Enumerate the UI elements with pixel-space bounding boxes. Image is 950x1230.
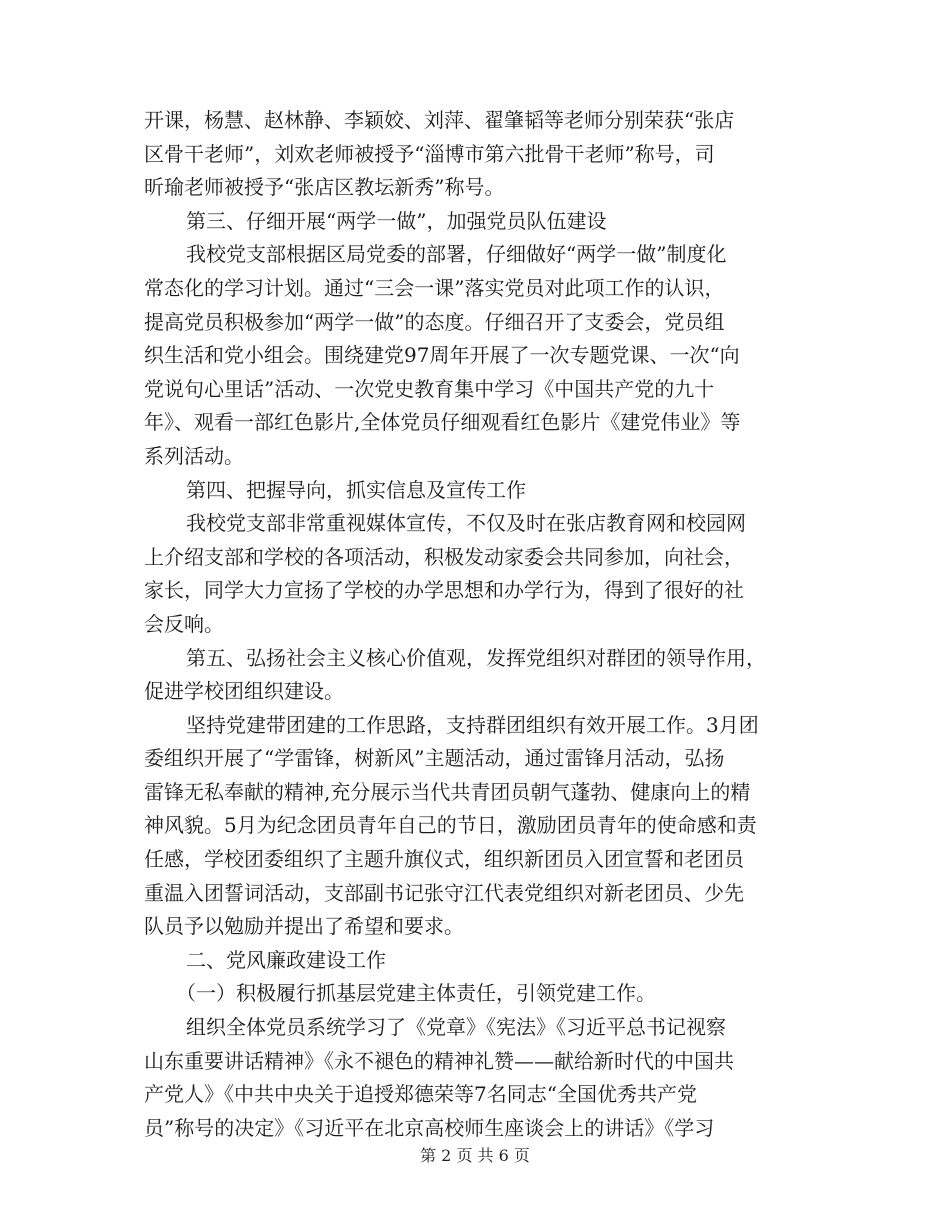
text-line: 坚持党建带团建的工作思路，支持群团组织有效开展工作。3月团: [186, 712, 759, 737]
text-line: 促进学校团组织建设。: [144, 679, 344, 704]
text-line: 我校党支部根据区局党委的部署，仔细做好“两学一做”制度化: [186, 242, 727, 267]
text-line: 第四、把握导向，抓实信息及宣传工作: [186, 477, 526, 502]
text-line: 队员予以勉励并提出了希望和要求。: [144, 914, 464, 939]
text-line: 产党人》《中共中央关于追授郑德荣等7名同志“全国优秀共产党: [144, 1082, 697, 1107]
text-line: 上介绍支部和学校的各项活动，积极发动家委会共同参加，向社会，: [144, 544, 744, 569]
text-line: 开课，杨慧、赵林静、李颖姣、刘萍、翟肇韬等老师分别荣获“张店: [144, 108, 735, 132]
text-line: 第三、仔细开展“两学一做”，加强党员队伍建设: [186, 208, 607, 233]
text-line: 神风貌。5月为纪念团员青年自己的节日，激励团员青年的使命感和责: [144, 813, 757, 838]
text-line: 系列活动。: [144, 443, 244, 468]
text-line: 常态化的学习计划。通过“三会一课”落实党员对此项工作的认识，: [144, 275, 725, 300]
text-line: 区骨干老师”，刘欢老师被授予“淄博市第六批骨干老师”称号，司: [144, 141, 715, 166]
text-line: 二、党风廉政建设工作: [186, 947, 386, 972]
text-line: 我校党支部非常重视媒体宣传，不仅及时在张店教育网和校园网: [186, 511, 746, 536]
text-line: 昕瑜老师被授予“张店区教坛新秀”称号。: [144, 175, 505, 200]
text-line: 雷锋无私奉献的精神,充分展示当代共青团员朝气蓬勃、健康向上的精: [144, 779, 751, 804]
page-footer: 第 2 页 共 6 页: [420, 1146, 530, 1165]
text-line: 提高党员积极参加“两学一做”的态度。仔细召开了支委会，党员组: [144, 309, 725, 334]
document-body: [144, 104, 804, 1145]
text-line: 会反响。: [144, 611, 224, 636]
text-line: 党说句心里话”活动、一次党史教育集中学习《中国共产党的九十: [144, 376, 715, 401]
text-line: 山东重要讲话精神》《永不褪色的精神礼赞——献给新时代的中国共: [144, 1048, 734, 1073]
text-line: 织生活和党小组会。围绕建党97周年开展了一次专题党课、一次“向: [144, 343, 740, 368]
text-line: （一）积极履行抓基层党建主体责任，引领党建工作。: [176, 981, 656, 1006]
text-line: 年》、观看一部红色影片,全体党员仔细观看红色影片《建党伟业》等: [144, 410, 741, 435]
text-line: 员”称号的决定》《习近平在北京高校师生座谈会上的讲话》《学习: [144, 1115, 715, 1140]
text-line: 家长，同学大力宣扬了学校的办学思想和办学行为，得到了很好的社: [144, 578, 744, 603]
text-line: 重温入团誓词活动，支部副书记张守江代表党组织对新老团员、少先: [144, 880, 744, 905]
text-line: 第五、弘扬社会主义核心价值观，发挥党组织对群团的领导作用，: [186, 645, 766, 670]
text-line: 委组织开展了“学雷锋，树新风”主题活动，通过雷锋月活动，弘扬: [144, 746, 725, 771]
text-line: 组织全体党员系统学习了《党章》《宪法》《习近平总书记视察: [186, 1015, 726, 1040]
text-line: 任感，学校团委组织了主题升旗仪式，组织新团员入团宣誓和老团员: [144, 847, 744, 872]
